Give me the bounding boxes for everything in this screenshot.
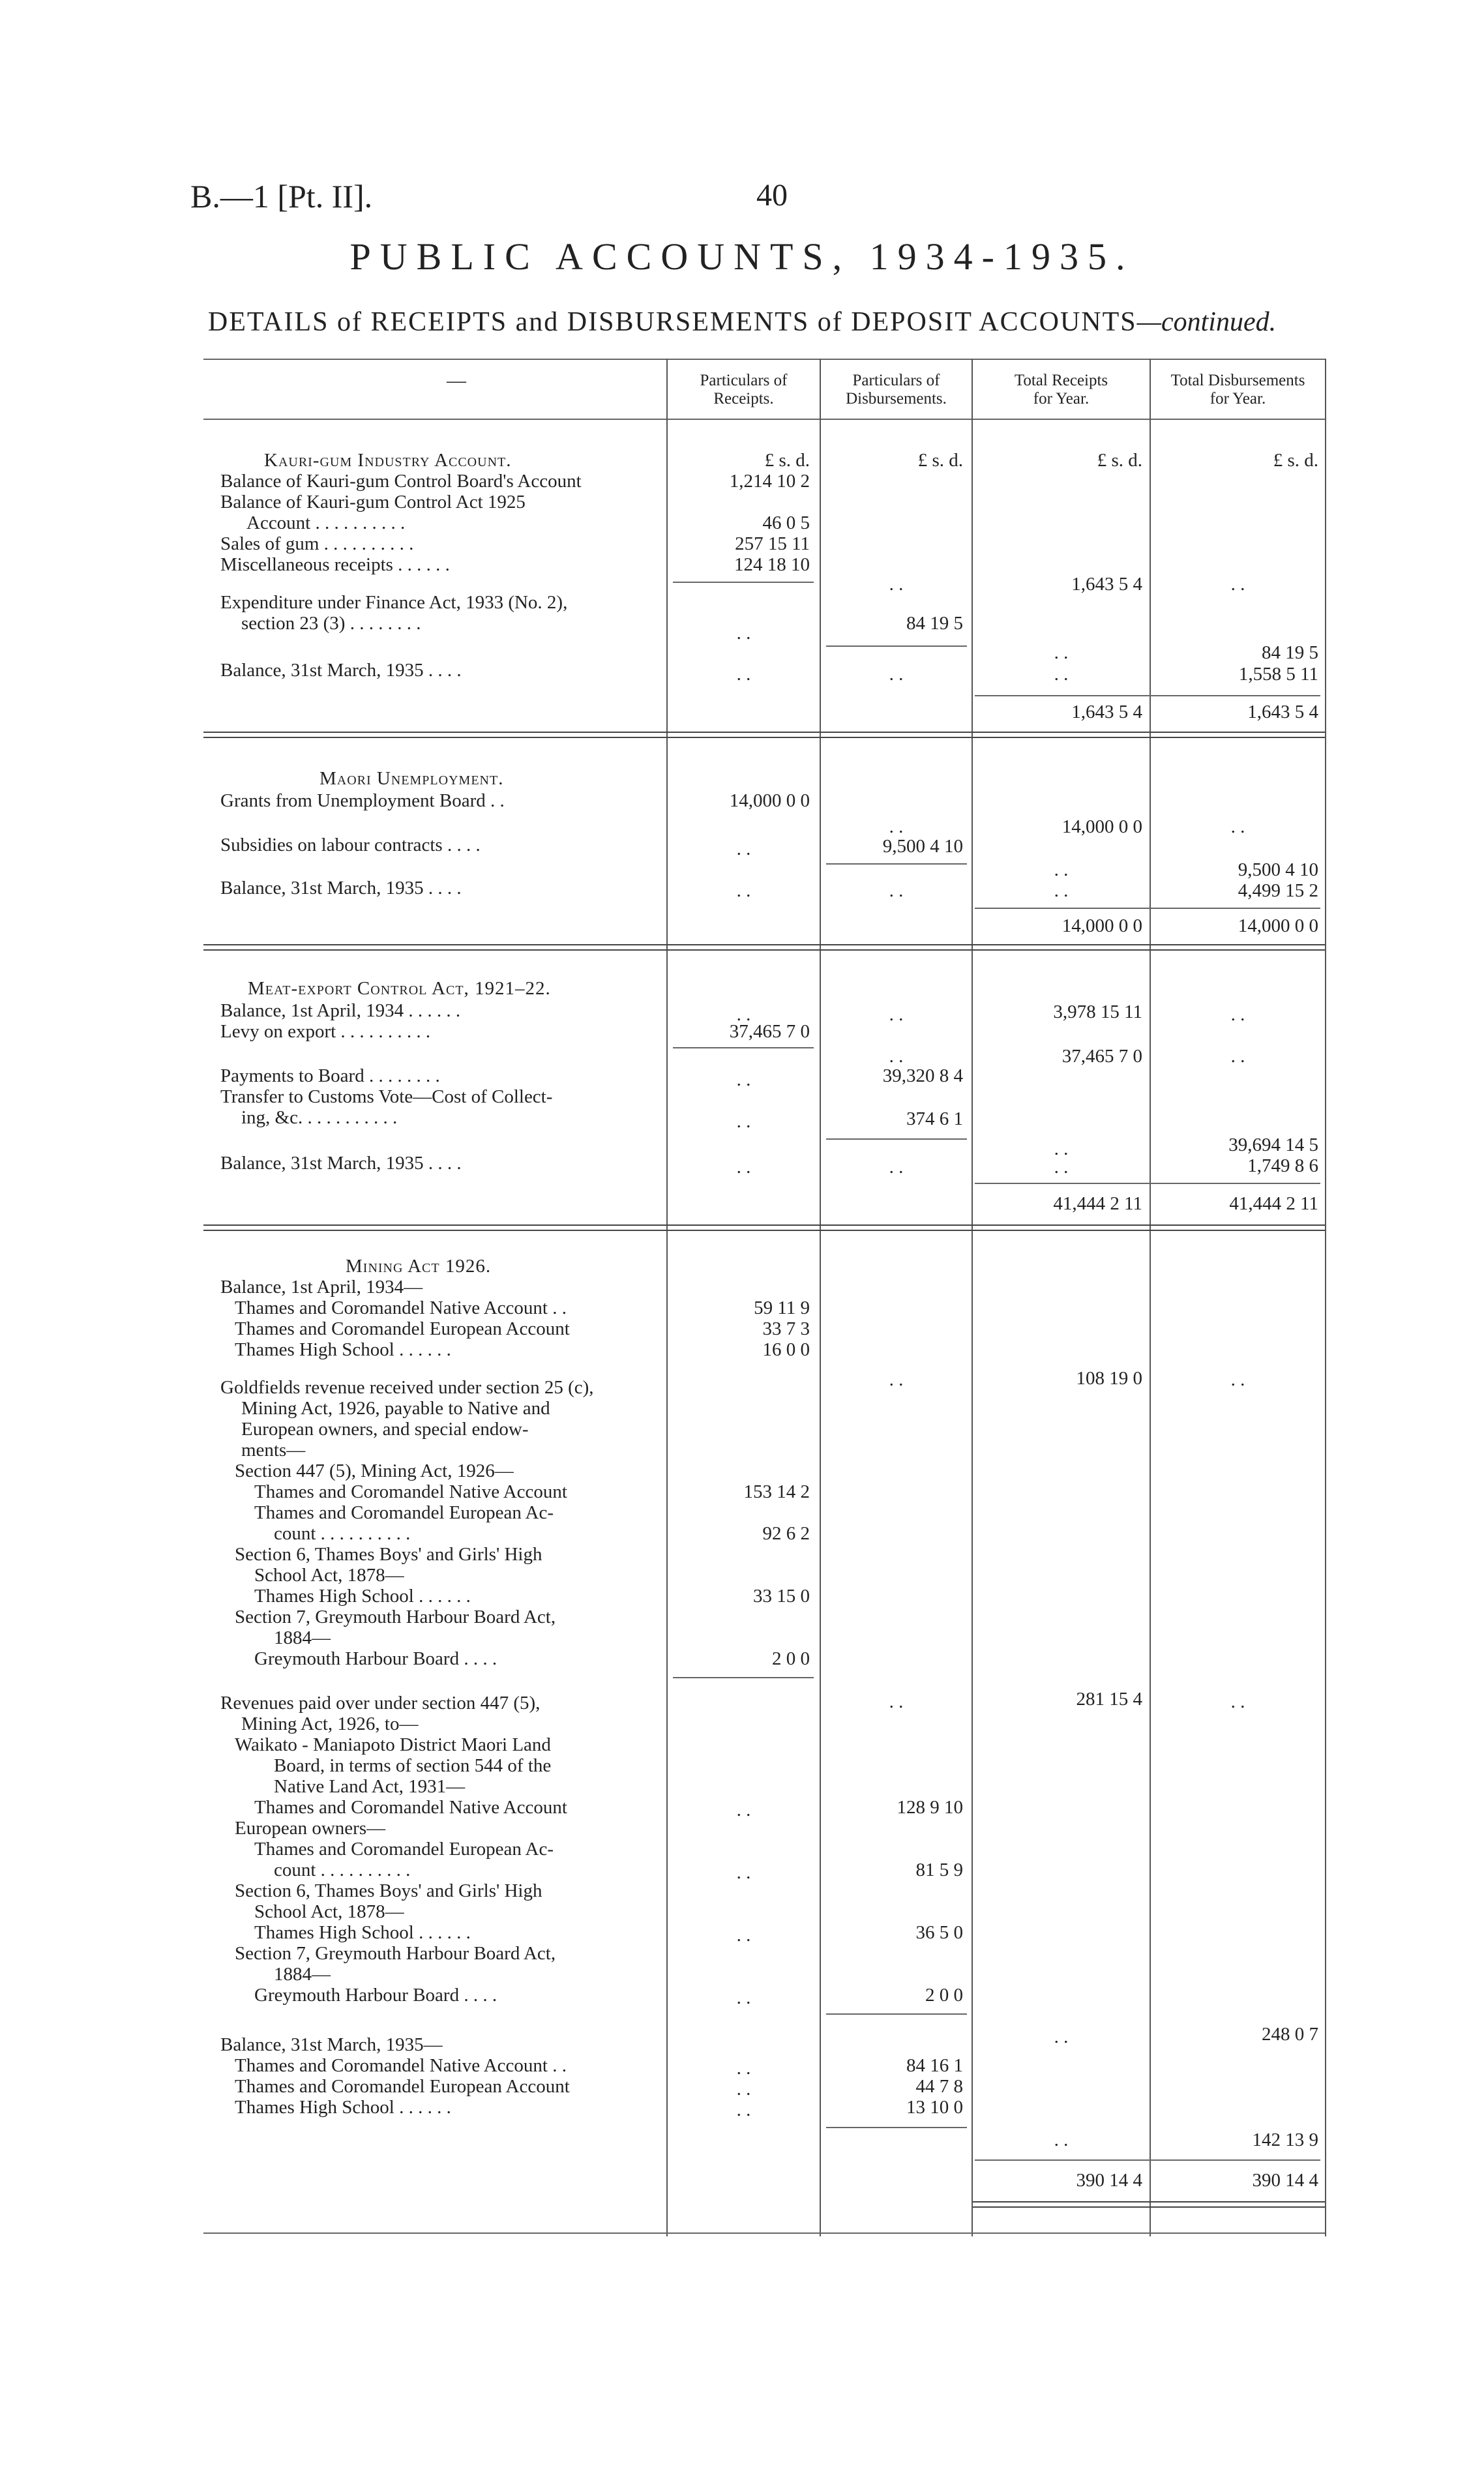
row-label: Waikato - Maniapoto District Maori Land — [235, 1734, 551, 1755]
row-label: Thames High School . . . . . . — [235, 1339, 451, 1360]
col-receipts-line1: Particulars of — [700, 372, 788, 389]
row-label: Thames and Coromandel European Account — [235, 2076, 570, 2097]
row-value: 124 18 10 — [734, 554, 810, 575]
row-label: European owners, and special endow- — [241, 1419, 529, 1440]
row-value: 33 7 3 — [762, 1318, 810, 1339]
row-label: Thames and Coromandel European Ac- — [254, 1839, 554, 1860]
col-rule-5 — [1325, 359, 1326, 2236]
dots: . . — [889, 1691, 904, 1712]
row-value: 257 15 11 — [735, 533, 810, 554]
dots: . . — [1054, 642, 1069, 663]
row-label: Section 7, Greymouth Harbour Board Act, — [235, 1943, 556, 1964]
row-label: Revenues paid over under section 447 (5), — [220, 1693, 541, 1713]
disb-amount: 4,499 15 2 — [1238, 880, 1318, 901]
subtotal-rule — [826, 645, 967, 647]
col-receipts-header — [668, 372, 820, 408]
section-end-rule — [203, 732, 1325, 738]
subtotal-rule — [673, 1047, 814, 1048]
dots: . . — [1054, 2129, 1069, 2150]
dots: . . — [1054, 2026, 1069, 2047]
col-total-disb-line2: for Year. — [1209, 390, 1266, 408]
section-end-rule — [973, 2201, 1325, 2208]
row-value: 33 15 0 — [753, 1586, 810, 1607]
row-label: Section 447 (5), Mining Act, 1926— — [235, 1461, 514, 1481]
row-label: Section 6, Thames Boys' and Girls' High — [235, 1880, 542, 1901]
dots: . . — [736, 1925, 751, 1946]
row-label: Balance, 1st April, 1934 . . . . . . — [220, 1000, 461, 1021]
total-receipts: 14,000 0 0 — [1061, 816, 1142, 837]
dots: . . — [1054, 880, 1069, 901]
document-reference: B.—1 [Pt. II]. — [190, 178, 373, 215]
row-label: Thames High School . . . . . . — [235, 2097, 451, 2118]
row-label: Section 6, Thames Boys' and Girls' High — [235, 1544, 542, 1565]
col-desc-header: — — [447, 370, 466, 391]
subtotal-rule — [673, 582, 814, 583]
dots: . . — [1230, 1046, 1245, 1067]
dots: . . — [1054, 664, 1069, 685]
dots: . . — [736, 2058, 751, 2079]
row-value: 14,000 0 0 — [729, 790, 810, 811]
sum-disb: 41,444 2 11 — [1229, 1193, 1318, 1214]
dots: . . — [889, 880, 904, 901]
row-value: 39,320 8 4 — [882, 1065, 963, 1086]
total-rule — [975, 695, 1320, 696]
total-rule — [975, 2159, 1320, 2161]
row-label: Mining Act, 1926, to— — [241, 1713, 419, 1734]
row-label: count . . . . . . . . . . — [274, 1523, 411, 1544]
row-value: 16 0 0 — [762, 1339, 810, 1360]
dots: . . — [889, 574, 904, 595]
sum-receipts: 41,444 2 11 — [1053, 1193, 1142, 1214]
dots: . . — [736, 1800, 751, 1820]
row-label: count . . . . . . . . . . — [274, 1860, 411, 1880]
dots: . . — [736, 880, 751, 901]
row-label: Expenditure under Finance Act, 1933 (No. 2), — [220, 592, 568, 613]
dots: . . — [1230, 816, 1245, 837]
section-heading: Mining Act 1926. — [346, 1256, 492, 1277]
subtotal-rule — [673, 1677, 814, 1678]
row-label: ing, &c. . . . . . . . . . . — [241, 1107, 398, 1128]
col-disb-line2: Disbursements. — [846, 390, 947, 408]
disb-amount: 1,558 5 11 — [1238, 664, 1318, 685]
receipt-amount: 281 15 4 — [1076, 1689, 1142, 1710]
row-value: 81 5 9 — [915, 1860, 963, 1880]
total-receipts: 1,643 5 4 — [1071, 574, 1142, 595]
page-number: 40 — [756, 178, 788, 213]
row-label: section 23 (3) . . . . . . . . — [241, 613, 421, 634]
row-label: Balance, 31st March, 1935 . . . . — [220, 878, 462, 898]
row-label: 1884— — [274, 1627, 331, 1648]
dots: . . — [736, 1862, 751, 1883]
subtotal-rule — [826, 863, 967, 865]
disb-amount: 84 19 5 — [1262, 642, 1318, 663]
row-label: Thames and Coromandel European Account — [235, 1318, 570, 1339]
row-value: 374 6 1 — [906, 1108, 963, 1129]
sum-receipts: 390 14 4 — [1076, 2170, 1142, 2191]
sum-receipts: 1,643 5 4 — [1071, 702, 1142, 722]
dots: . . — [1230, 574, 1245, 595]
col-rule-2 — [820, 359, 821, 2236]
row-label: Balance, 31st March, 1935 . . . . — [220, 660, 462, 681]
row-label: Board, in terms of section 544 of the — [274, 1755, 552, 1776]
row-label: Grants from Unemployment Board . . — [220, 790, 505, 811]
row-value: 84 16 1 — [906, 2055, 963, 2076]
disb-amount: 39,694 14 5 — [1228, 1135, 1318, 1155]
row-label: Balance, 31st March, 1935— — [220, 2034, 443, 2055]
row-value: 153 14 2 — [743, 1481, 810, 1502]
row-value: 128 9 10 — [897, 1797, 963, 1818]
row-value: 44 7 8 — [915, 2076, 963, 2097]
col-rule-4 — [1150, 359, 1151, 2236]
dots: . . — [736, 2099, 751, 2120]
section-heading: Meat-export Control Act, 1921–22. — [248, 978, 551, 999]
sum-disb: 1,643 5 4 — [1247, 702, 1318, 722]
subtitle-continued: —continued. — [1136, 307, 1277, 337]
row-label: Goldfields revenue received under section 25 (c), — [220, 1377, 594, 1398]
subtotal-rule — [826, 2127, 967, 2128]
row-label: Thames and Coromandel European Ac- — [254, 1502, 554, 1523]
section-heading: Kauri-gum Industry Account. — [264, 450, 512, 471]
row-label: Sales of gum . . . . . . . . . . — [220, 533, 414, 554]
row-label: Transfer to Customs Vote—Cost of Collect- — [220, 1086, 553, 1107]
row-label: ments— — [241, 1440, 306, 1461]
total-rule — [975, 1183, 1320, 1184]
dots: . . — [736, 838, 751, 859]
dots: . . — [1054, 1157, 1069, 1178]
disb-amount: 142 13 9 — [1252, 2129, 1318, 2150]
row-label: Payments to Board . . . . . . . . — [220, 1065, 440, 1086]
dots: . . — [889, 1157, 904, 1178]
row-label: Thames and Coromandel Native Account . . — [235, 2055, 567, 2076]
row-value: 92 6 2 — [762, 1523, 810, 1544]
subtitle-main: DETAILS of RECEIPTS and DISBURSEMENTS of DEPOSIT ACCOUNTS — [207, 307, 1137, 337]
receipt-amount: 37,465 7 0 — [1061, 1046, 1142, 1067]
row-label: Thames and Coromandel Native Account . . — [235, 1298, 567, 1318]
sum-disb: 390 14 4 — [1252, 2170, 1318, 2191]
row-value: 37,465 7 0 — [729, 1021, 810, 1042]
row-value: 46 0 5 — [762, 512, 810, 533]
dots: . . — [889, 816, 904, 837]
disb-amount: 1,749 8 6 — [1247, 1155, 1318, 1176]
row-label: Greymouth Harbour Board . . . . — [254, 1648, 497, 1669]
table-bottom-rule — [203, 2232, 1325, 2234]
lsd-total-receipts: £ s. d. — [1097, 450, 1142, 471]
receipt-amount: 3,978 15 11 — [1053, 1001, 1142, 1022]
row-label: Thames and Coromandel Native Account — [254, 1481, 567, 1502]
col-total-receipts-header — [973, 372, 1150, 408]
col-disb-line1: Particulars of — [852, 372, 940, 389]
row-label: Balance, 31st March, 1935 . . . . — [220, 1153, 462, 1174]
dots: . . — [889, 1046, 904, 1067]
header-bottom-rule — [203, 419, 1325, 420]
row-label: Balance of Kauri-gum Control Board's Account — [220, 471, 582, 492]
page-subtitle — [0, 306, 1484, 338]
lsd-total-disb: £ s. d. — [1273, 450, 1318, 471]
row-label: Mining Act, 1926, payable to Native and — [241, 1398, 550, 1419]
row-label: Account . . . . . . . . . . — [246, 512, 406, 533]
lsd-receipts: £ s. d. — [764, 450, 810, 471]
dots: . . — [736, 664, 751, 685]
row-label: Thames High School . . . . . . — [254, 1586, 471, 1607]
row-label: School Act, 1878— — [254, 1565, 404, 1586]
sum-receipts: 14,000 0 0 — [1061, 915, 1142, 936]
disb-amount: 9,500 4 10 — [1238, 859, 1318, 880]
col-disb-header — [821, 372, 972, 408]
subtotal-rule — [826, 2013, 967, 2015]
row-value: 84 19 5 — [906, 613, 963, 634]
row-label: Balance, 1st April, 1934— — [220, 1277, 423, 1298]
dots: . . — [889, 1004, 904, 1025]
col-total-disb-line1: Total Disbursements — [1170, 372, 1305, 389]
total-rule — [975, 908, 1320, 909]
dots: . . — [736, 1069, 751, 1090]
dots: . . — [736, 1987, 751, 2008]
subtotal-rule — [826, 1138, 967, 1140]
row-value: 9,500 4 10 — [882, 836, 963, 857]
dots: . . — [889, 664, 904, 685]
row-label: Levy on export . . . . . . . . . . — [220, 1021, 431, 1042]
section-heading: Maori Unemployment. — [319, 768, 504, 789]
col-total-receipts-line2: for Year. — [1033, 390, 1090, 408]
row-label: School Act, 1878— — [254, 1901, 404, 1922]
lsd-disb: £ s. d. — [917, 450, 963, 471]
table-top-rule — [203, 359, 1325, 360]
dots: . . — [889, 1369, 904, 1390]
row-label: European owners— — [235, 1818, 386, 1839]
dots: . . — [736, 1004, 751, 1025]
row-label: Miscellaneous receipts . . . . . . — [220, 554, 450, 575]
row-label: 1884— — [274, 1964, 331, 1985]
row-label: Subsidies on labour contracts . . . . — [220, 835, 481, 855]
row-value: 59 11 9 — [754, 1298, 810, 1318]
sum-disb: 14,000 0 0 — [1238, 915, 1318, 936]
col-receipts-line2: Receipts. — [713, 390, 774, 408]
section-end-rule — [203, 1224, 1325, 1231]
row-label: Section 7, Greymouth Harbour Board Act, — [235, 1607, 556, 1627]
row-label: Greymouth Harbour Board . . . . — [254, 1985, 497, 2006]
dots: . . — [736, 623, 751, 644]
page-title: PUBLIC ACCOUNTS, 1934-1935. — [349, 235, 1135, 278]
dots: . . — [736, 1111, 751, 1132]
row-value: 1,214 10 2 — [729, 471, 810, 492]
row-value: 13 10 0 — [906, 2097, 963, 2118]
row-value: 2 0 0 — [925, 1985, 963, 2006]
row-value: 2 0 0 — [772, 1648, 810, 1669]
row-label: Thames High School . . . . . . — [254, 1922, 471, 1943]
row-label: Thames and Coromandel Native Account — [254, 1797, 567, 1818]
dots: . . — [1054, 1138, 1069, 1159]
receipt-amount: 108 19 0 — [1076, 1368, 1142, 1389]
col-total-receipts-line1: Total Receipts — [1014, 372, 1108, 389]
dots: . . — [1230, 1691, 1245, 1712]
row-value: 36 5 0 — [915, 1922, 963, 1943]
col-rule-3 — [972, 359, 973, 2236]
dots: . . — [1230, 1004, 1245, 1025]
dots: . . — [736, 2079, 751, 2099]
dots: . . — [736, 1157, 751, 1178]
col-total-disb-header — [1151, 372, 1325, 408]
row-label: Balance of Kauri-gum Control Act 1925 — [220, 492, 526, 512]
row-label: Native Land Act, 1931— — [274, 1776, 466, 1797]
dots: . . — [1230, 1369, 1245, 1390]
dots: . . — [1054, 859, 1069, 880]
disb-amount: 248 0 7 — [1262, 2024, 1318, 2045]
section-end-rule — [203, 944, 1325, 951]
